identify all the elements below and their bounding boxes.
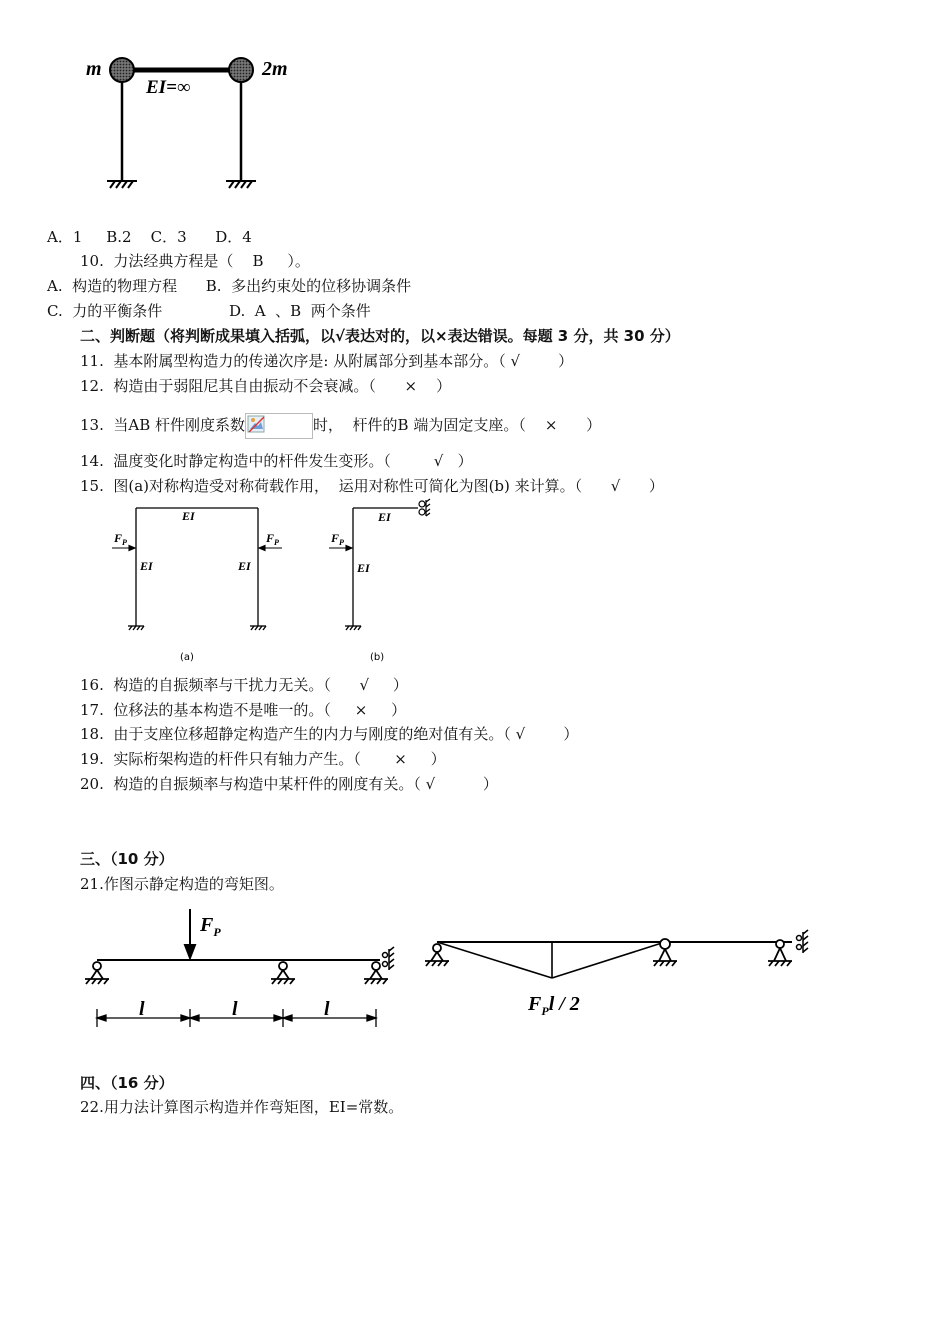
section3-title: 三、（10 分） <box>80 850 174 868</box>
fp-a-left-sub: P <box>122 538 127 547</box>
moment-roller-end <box>797 930 809 953</box>
ei-a-left: EI <box>140 559 153 573</box>
moment-tail: l / 2 <box>548 993 580 1015</box>
pin-support-2 <box>271 962 295 984</box>
fp-label-a-right <box>265 531 279 547</box>
moment-f: F <box>528 993 542 1015</box>
moment-pin-1 <box>425 944 449 966</box>
sliding-support-b <box>419 499 430 516</box>
fp-main: F <box>200 914 214 936</box>
fixed-support-left <box>107 181 137 188</box>
q13 <box>80 413 601 439</box>
broken-image-icon <box>245 413 313 439</box>
fixed-support-right <box>226 181 256 188</box>
section2-title: 二、判断题（将判断成果填入括弧，以√表达对的，以×表达错误。每题 3 分，共 30 分） <box>80 327 680 345</box>
section4-title: 四、（16 分） <box>80 1074 174 1092</box>
q20: 20. 构造的自振频率与构造中某杆件的刚度有关。（ √ ） <box>80 775 498 793</box>
q10-options-cd: C. 力的平衡条件 D. A 、B 两个条件 <box>47 302 371 320</box>
beam-load-figure <box>80 905 410 1035</box>
q10-stem: 10. 力法经典方程是（ B ）。 <box>80 252 310 270</box>
fp-b-main: F <box>331 531 340 545</box>
moment-pin-2 <box>653 939 677 966</box>
ei-b-beam: EI <box>378 510 391 524</box>
span-l-2: l <box>232 998 238 1020</box>
q18: 18. 由于支座位移超静定构造产生的内力与刚度的绝对值有关。（ √ ） <box>80 725 579 743</box>
frame-b <box>345 508 418 630</box>
moment-diagram-figure <box>420 930 820 1030</box>
pin-support-1 <box>85 962 109 984</box>
label-ei-infinity: EI=∞ <box>146 77 191 98</box>
q16: 16. 构造的自振频率与干扰力无关。（ √ ） <box>80 676 408 694</box>
q15: 15. 图(a)对称构造受对称荷载作用， 运用对称性可简化为图(b) 来计算。（ √ ） <box>80 477 664 495</box>
moment-pin-3 <box>768 940 792 966</box>
q10-options-ab: A. 构造的物理方程 B. 多出约束处的位移协调条件 <box>47 277 412 295</box>
caption-a: (a) <box>180 652 194 663</box>
fp-b-sub: P <box>339 538 344 547</box>
mass-2m <box>229 58 253 82</box>
label-2m: 2m <box>262 58 288 80</box>
fp-a-right-main: F <box>266 531 275 545</box>
mass-m <box>110 58 134 82</box>
load-arrow-fp <box>185 909 195 958</box>
moment-triangle <box>437 942 665 978</box>
ei-a-right: EI <box>238 559 251 573</box>
fp-label-b <box>330 531 344 547</box>
span-l-1: l <box>139 998 145 1020</box>
fp-sub: P <box>213 925 221 939</box>
q11: 11. 基本附属型构造力的传递次序是: 从附属部分到基本部分。（ √ ） <box>80 352 574 370</box>
fp-a-left-main: F <box>114 531 123 545</box>
caption-b: (b) <box>370 652 385 663</box>
roller-support-end <box>383 947 395 970</box>
fp-a-right-sub: P <box>274 538 279 547</box>
q13-part2: 时， 杆件的B 端为固定支座。（ × ） <box>313 416 602 434</box>
q9-options: A．1 B.2 C．3 D．4 <box>47 228 252 246</box>
q19: 19. 实际桁架构造的杆件只有轴力产生。（ × ） <box>80 750 446 768</box>
fp-label <box>199 914 221 939</box>
moment-p: P <box>541 1004 549 1018</box>
q13-part1: 13. 当AB 杆件刚度系数 <box>80 416 246 434</box>
moment-value-label <box>527 993 580 1018</box>
span-l-3: l <box>324 998 330 1020</box>
q21: 21.作图示静定构造的弯矩图。 <box>80 875 284 893</box>
symmetry-frames-figure <box>100 500 450 670</box>
q22: 22.用力法计算图示构造并作弯矩图，EI=常数。 <box>80 1098 404 1116</box>
ei-a-beam: EI <box>182 509 195 523</box>
q12: 12. 构造由于弱阻尼其自由振动不会衰减。（ × ） <box>80 377 452 395</box>
q17: 17. 位移法的基本构造不是唯一的。（ × ） <box>80 701 407 719</box>
ei-b-column: EI <box>357 561 370 575</box>
q14: 14. 温度变化时静定构造中的杆件发生变形。（ √ ） <box>80 452 473 470</box>
two-mass-frame-figure <box>80 48 320 198</box>
label-m: m <box>86 58 102 80</box>
fp-label-a-left <box>113 531 127 547</box>
